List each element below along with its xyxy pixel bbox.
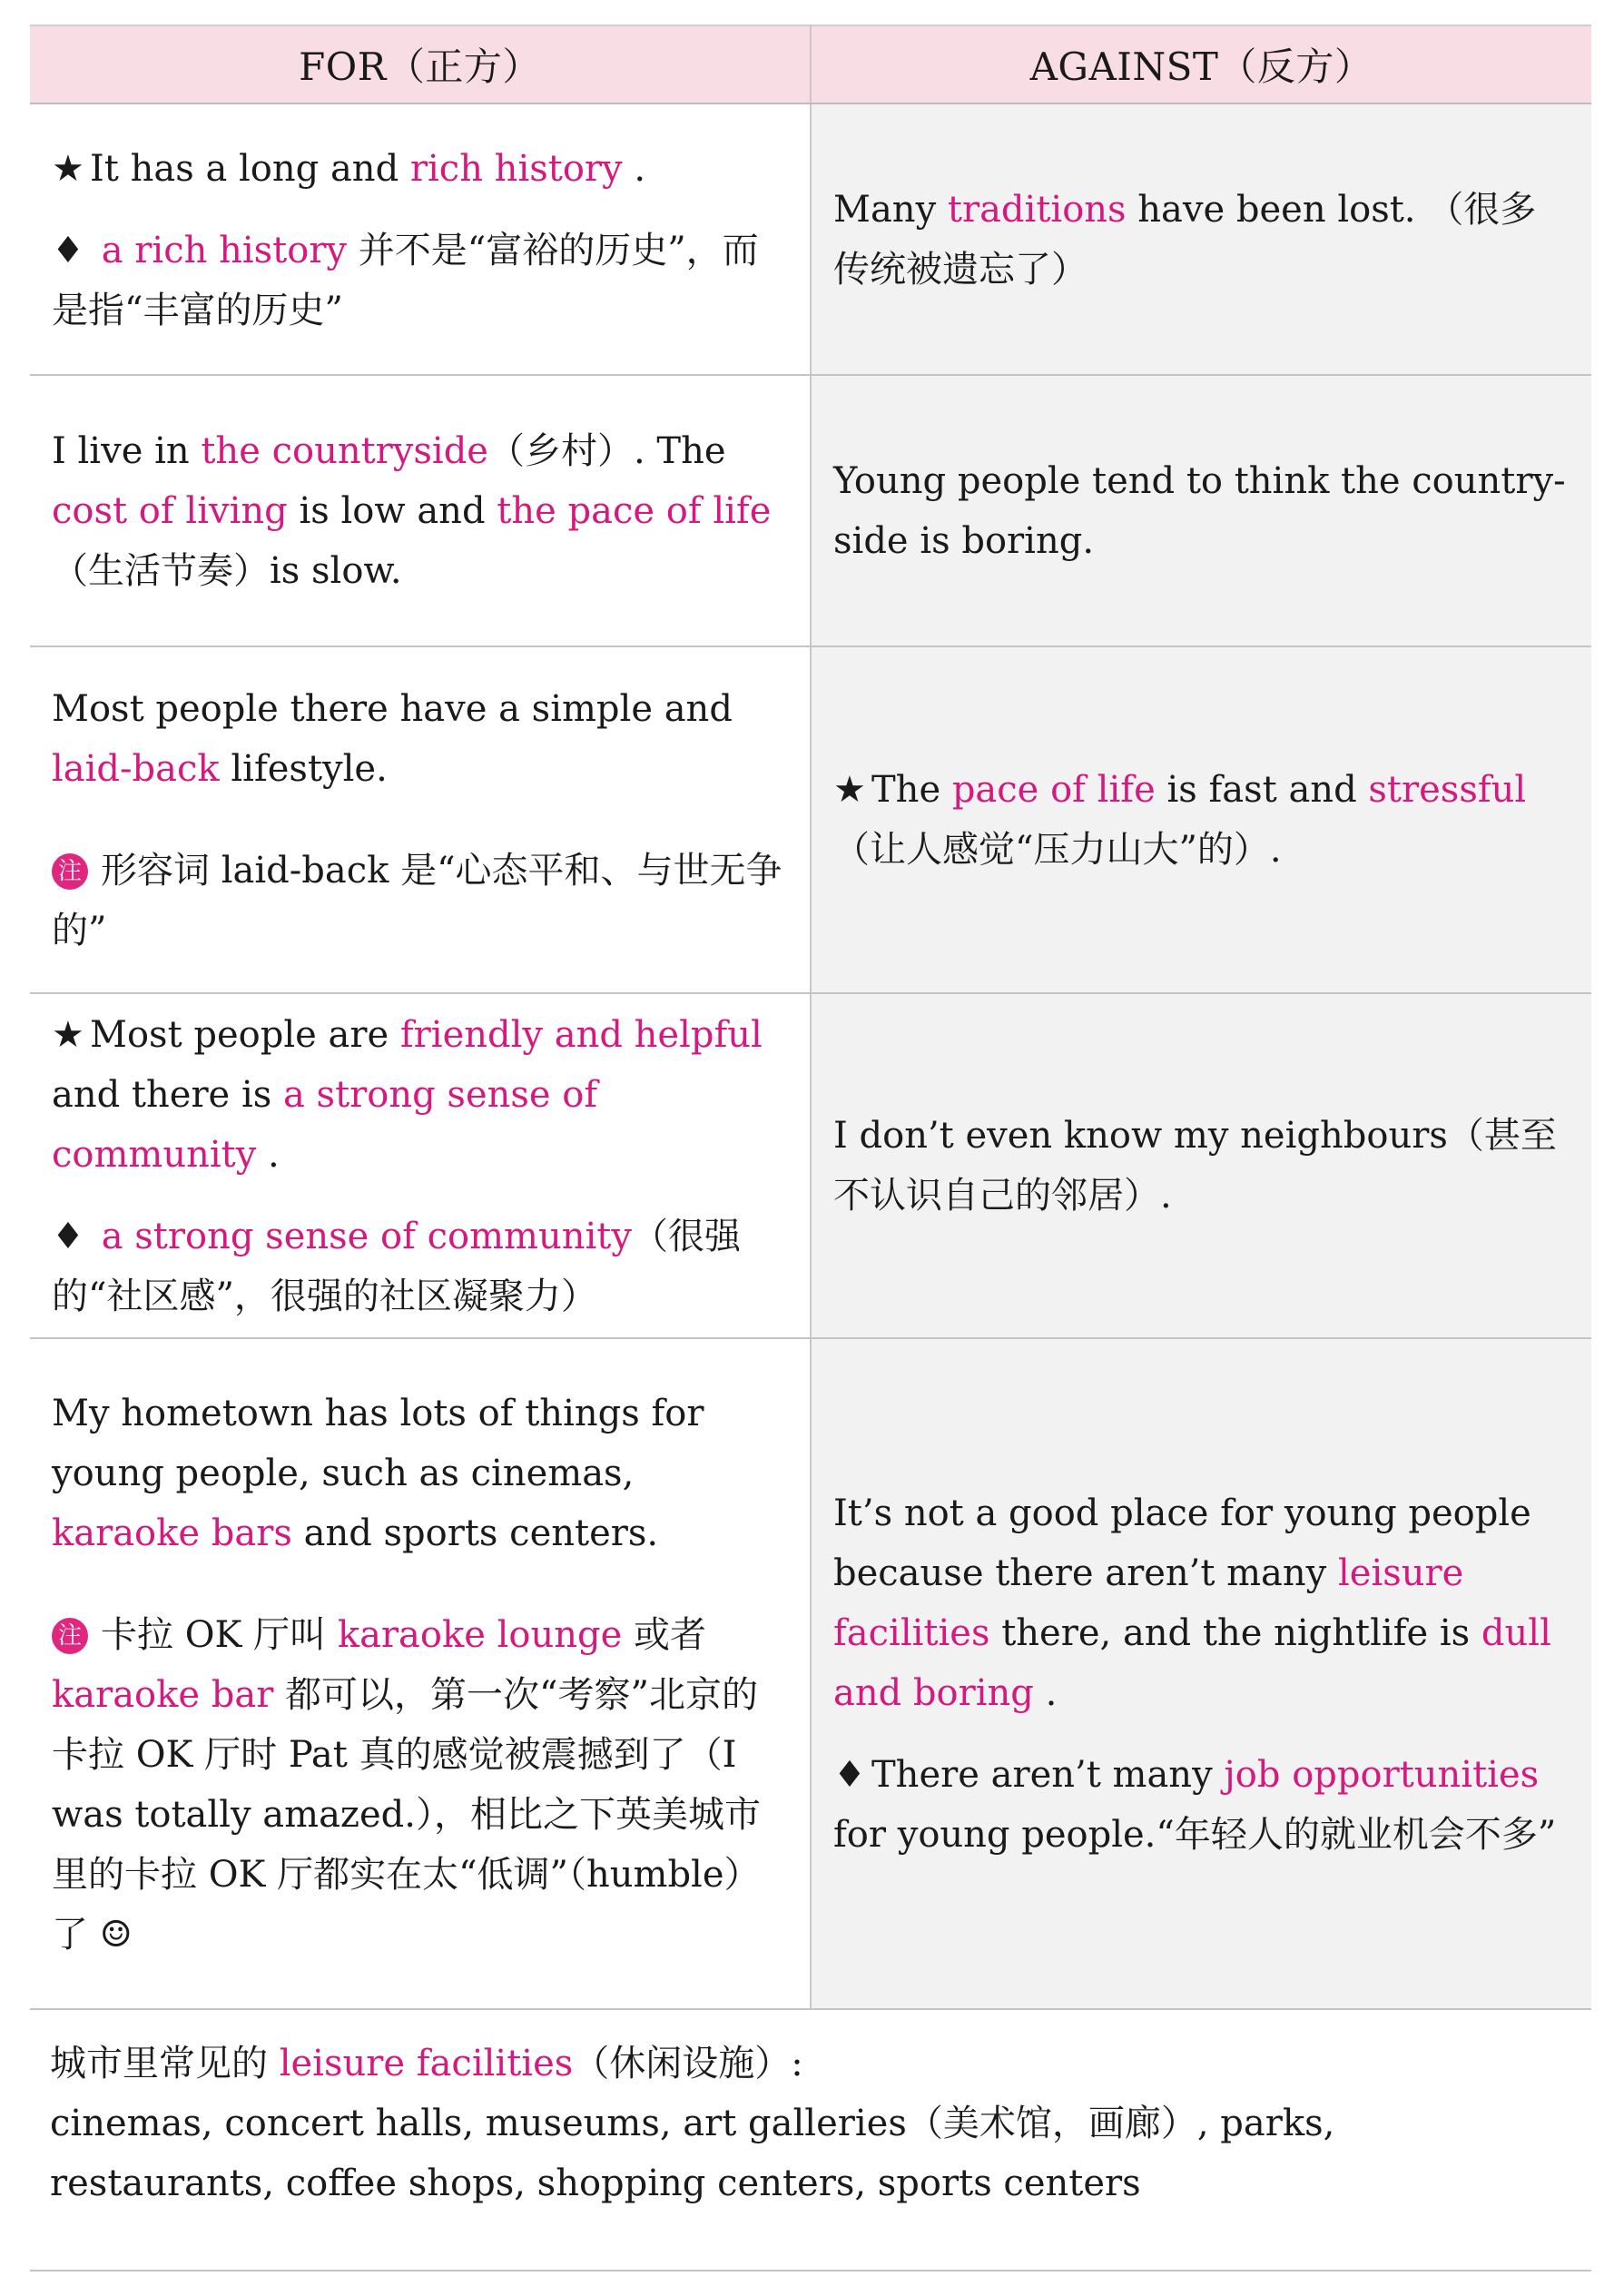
header-for: FOR（正方） (30, 25, 811, 103)
text-segment: have been lost. （很多传统被遗忘了） (833, 188, 1537, 291)
for-cell (30, 1338, 811, 2009)
text-segment (90, 230, 102, 271)
text-segment: 或者 (622, 1613, 706, 1656)
highlight-phrase: a strong sense of community (101, 1216, 632, 1257)
against-cell (811, 993, 1591, 1338)
text-segment: It’s not a good place for young people because there aren’t many (833, 1492, 1531, 1594)
table-row (30, 1338, 1591, 2009)
star-icon: ★ (52, 1014, 84, 1056)
paragraph (833, 451, 1570, 571)
table-row (30, 646, 1591, 993)
paragraph (833, 1483, 1570, 1723)
highlight-phrase: karaoke bar (52, 1673, 274, 1716)
text-segment: Young people tend to think the country-side is boring. (833, 459, 1566, 562)
diamond-icon: ♦ (833, 1753, 866, 1796)
text-segment: （让人感觉“压力山大”的）. (833, 829, 1282, 871)
against-cell (811, 1338, 1591, 2009)
paragraph (52, 841, 788, 961)
highlight-phrase: dull and boring (833, 1611, 1551, 1714)
text-segment: （生活节奏）is slow. (52, 549, 402, 592)
highlight-phrase: job opportunities (1224, 1753, 1540, 1796)
against-cell (811, 646, 1591, 993)
star-icon: ★ (52, 147, 84, 190)
table-row (30, 375, 1591, 646)
paragraph (833, 760, 1570, 880)
text-segment (90, 1216, 102, 1257)
highlight-phrase: cost of living (52, 489, 288, 532)
highlight-phrase: a strong sense of community (52, 1074, 598, 1176)
diamond-icon: ♦ (52, 229, 84, 271)
star-icon: ★ (833, 769, 866, 811)
against-cell (811, 375, 1591, 646)
highlight-phrase: a rich history (101, 229, 348, 271)
highlight-phrase: rich history (409, 147, 623, 190)
highlight-phrase: karaoke lounge (337, 1613, 623, 1656)
text-segment: It has a long and (90, 147, 410, 190)
text-segment: （乡村）. The (487, 429, 726, 472)
highlight-phrase: the pace of life (497, 489, 772, 532)
paragraph (52, 1005, 788, 1185)
text-segment: Many (833, 188, 948, 231)
highlight-phrase: karaoke bars (52, 1512, 292, 1554)
diamond-icon: ♦ (52, 1216, 84, 1257)
text-segment: The (871, 769, 952, 811)
highlight-phrase: leisure facilities (833, 1552, 1464, 1654)
paragraph (833, 180, 1570, 300)
for-cell (30, 646, 811, 993)
text-segment: 并不是“富裕的历史”，而是指“丰富的历史” (52, 229, 759, 331)
text-segment: and sports centers. (291, 1512, 659, 1554)
table-row (30, 103, 1591, 375)
paragraph (833, 1106, 1570, 1226)
highlight-phrase: stressful (1368, 769, 1527, 811)
paragraph (833, 1745, 1570, 1865)
highlight-phrase: the countryside (201, 429, 488, 472)
text-segment: （休闲设施）: (573, 2043, 803, 2084)
text-segment: My hometown has lots of things for young people, such as cinemas, (52, 1392, 704, 1494)
text-segment: . (256, 1134, 280, 1176)
footer-heading (50, 2034, 1575, 2094)
highlight-phrase: leisure facilities (279, 2043, 574, 2084)
text-segment: . (1033, 1671, 1058, 1714)
against-cell (811, 103, 1591, 375)
highlight-phrase: pace of life (951, 769, 1156, 811)
for-cell (30, 375, 811, 646)
for-cell (30, 993, 811, 1338)
text-segment: 形容词 laid-back 是“心态平和、与世无争的” (52, 850, 782, 951)
divider (30, 2270, 1591, 2271)
text-segment: I don’t even know my neighbours（甚至不认识自己的邻居）. (833, 1115, 1557, 1217)
text-segment: Most people there have a simple and (52, 688, 733, 730)
paragraph (52, 679, 788, 799)
footer-line: cinemas, concert halls, museums, art galleries（美术馆，画廊）, parks, (50, 2103, 1335, 2144)
header-against: AGAINST（反方） (811, 25, 1591, 103)
text-segment: there, and the nightlife is (989, 1611, 1481, 1654)
for-cell (30, 103, 811, 375)
text-segment: 城市里常见的 (50, 2043, 280, 2084)
text-segment: . (622, 147, 646, 190)
footer-note (50, 2034, 1575, 2213)
text-segment: I live in (52, 429, 202, 472)
text-segment: is low and (287, 489, 497, 532)
text-segment: Most people are (90, 1014, 400, 1056)
paragraph (52, 421, 788, 601)
text-segment: 都可以，第一次“考察”北京的卡拉 OK 厅时 Pat 真的感觉被震撼到了（I was totally amazed.），相比之下英美城市里的卡拉 OK 厅都实在太“低调”（humble）了 ☺ (52, 1673, 761, 1956)
text-segment: 卡拉 OK 厅叫 (101, 1613, 338, 1656)
text-segment: for young people.“年轻人的就业机会不多” (833, 1813, 1557, 1856)
paragraph (52, 1605, 788, 1965)
paragraph (52, 1384, 788, 1563)
text-segment: lifestyle. (219, 748, 388, 790)
paragraph (52, 139, 788, 199)
header-row (30, 25, 1591, 103)
highlight-phrase: laid-back (52, 748, 220, 790)
paragraph (52, 1207, 788, 1326)
table-row (30, 993, 1591, 1338)
text-segment: is fast and (1155, 769, 1369, 811)
highlight-phrase: traditions (947, 188, 1127, 231)
text-segment: （很强的“社区感”，很强的社区凝聚力） (52, 1216, 741, 1317)
debate-table (30, 25, 1591, 2010)
paragraph (52, 221, 788, 340)
note-badge-icon: 注 (52, 1618, 88, 1654)
note-badge-icon: 注 (52, 853, 88, 890)
text-segment: and there is (52, 1074, 283, 1116)
footer-line: restaurants, coffee shops, shopping centers, sports centers (50, 2163, 1141, 2204)
text-segment: There aren’t many (871, 1753, 1225, 1796)
highlight-phrase: friendly and helpful (399, 1014, 763, 1056)
